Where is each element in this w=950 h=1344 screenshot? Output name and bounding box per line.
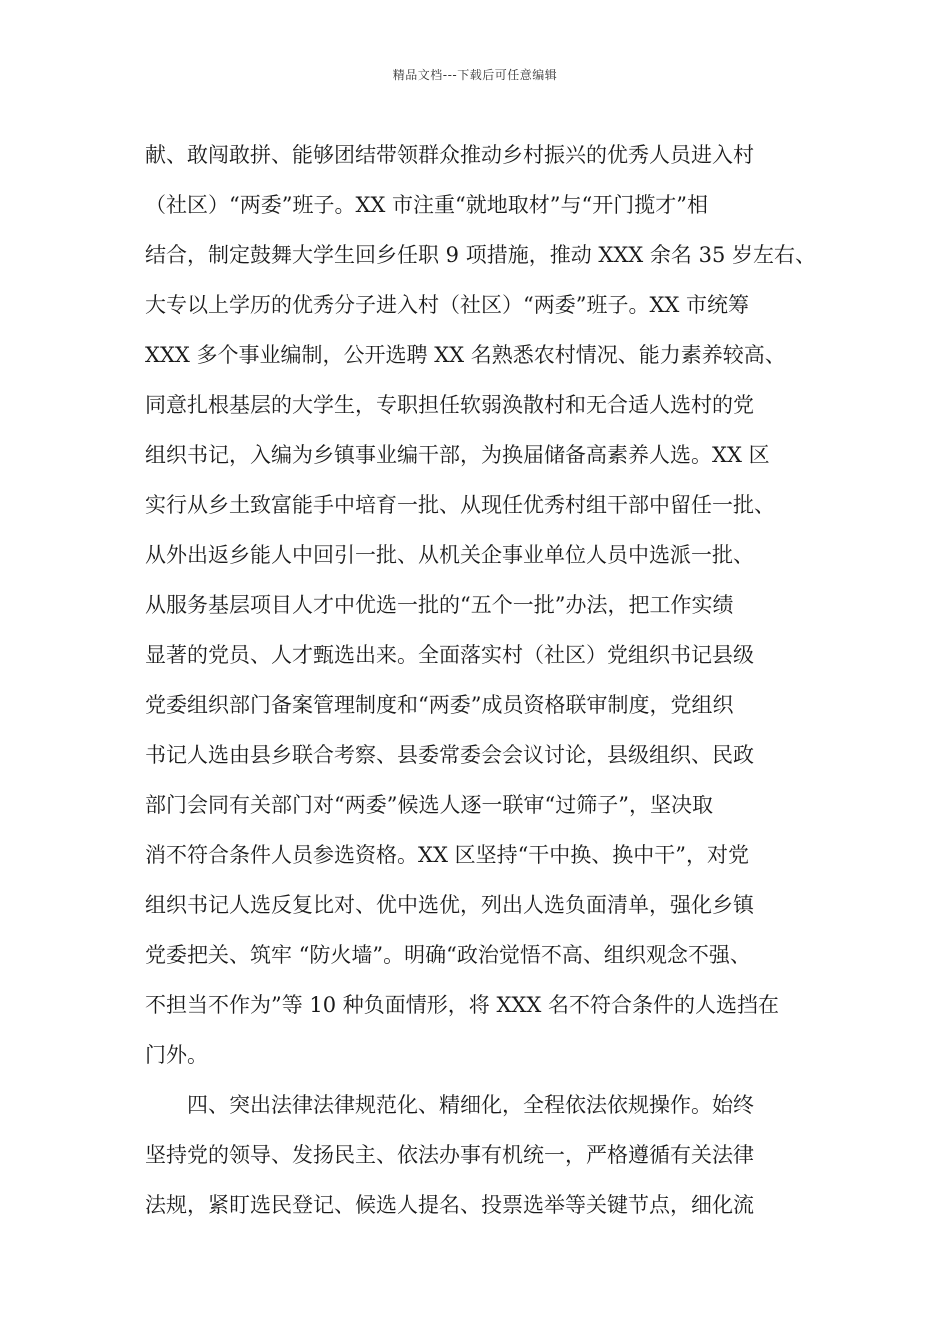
text-line: 法规，紧盯选民登记、候选人提名、投票选举等关键节点，细化流 — [145, 1193, 754, 1217]
text-line: 书记人选由县乡联合考察、县委常委会会议讨论，县级组织、民政 — [145, 743, 754, 767]
text-line: 组织书记，入编为乡镇事业编干部，为换届储备高素养人选。XX 区 — [145, 443, 770, 467]
body-text — [145, 130, 825, 1230]
text-line: 消不符合条件人员参选资格。XX 区坚持“干中换、换中干”，对党 — [145, 843, 750, 867]
text-line: 献、敢闯敢拼、能够团结带领群众推动乡村振兴的优秀人员进入村 — [145, 143, 754, 167]
text-line: 从外出返乡能人中回引一批、从机关企事业单位人员中选派一批、 — [145, 543, 754, 567]
text-line: 同意扎根基层的大学生，专职担任软弱涣散村和无合适人选村的党 — [145, 393, 754, 417]
text-line: 结合，制定鼓舞大学生回乡任职 9 项措施，推动 XXX 余名 35 岁左右、 — [145, 243, 816, 267]
text-line: 组织书记人选反复比对、优中选优，列出人选负面清单，强化乡镇 — [145, 893, 754, 917]
text-line: XXX 多个事业编制，公开选聘 XX 名熟悉农村情况、能力素养较高、 — [145, 343, 786, 367]
text-line: 从服务基层项目人才中优选一批的“五个一批”办法，把工作实绩 — [145, 593, 734, 617]
text-line: 党委组织部门备案管理制度和“两委”成员资格联审制度，党组织 — [145, 693, 734, 717]
text-line: 不担当不作为”等 10 种负面情形，将 XXX 名不符合条件的人选挡在 — [145, 993, 780, 1017]
text-line: 大专以上学历的优秀分子进入村（社区）“两委”班子。XX 市统筹 — [145, 293, 750, 317]
page-header: 精品文档---下载后可任意编辑 — [392, 68, 558, 82]
text-line: 坚持党的领导、发扬民主、依法办事有机统一，严格遵循有关法律 — [145, 1143, 754, 1167]
paragraph-start-line: 四、突出法律法律规范化、精细化，全程依法依规操作。始终 — [187, 1093, 754, 1117]
text-line: 门外。 — [145, 1043, 208, 1067]
text-line: 党委把关、筑牢 “防火墙”。明确“政治觉悟不高、组织观念不强、 — [145, 943, 751, 967]
text-line: 部门会同有关部门对“两委”候选人逐一联审“过筛子”，坚决取 — [145, 793, 713, 817]
text-line: 显著的党员、人才甄选出来。全面落实村（社区）党组织书记县级 — [145, 643, 754, 667]
text-line: 实行从乡土致富能手中培育一批、从现任优秀村组干部中留任一批、 — [145, 493, 775, 517]
text-line: （社区）“两委”班子。XX 市注重“就地取材”与“开门揽才”相 — [145, 193, 708, 217]
